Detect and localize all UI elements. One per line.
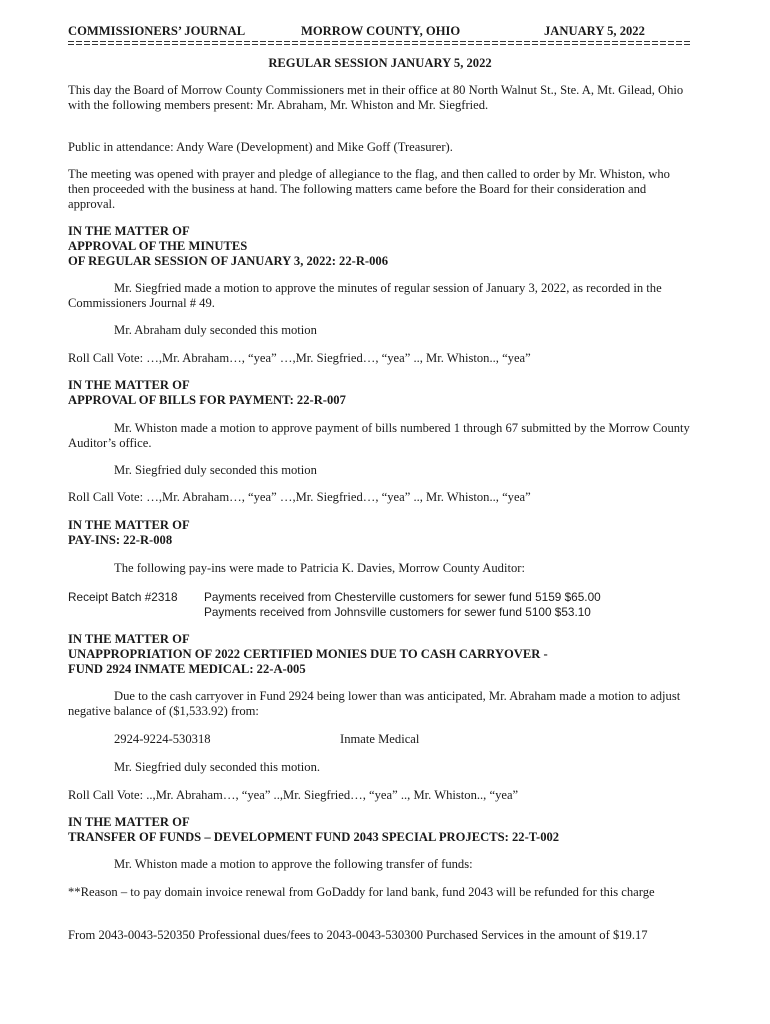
attendance-paragraph: Public in attendance: Andy Ware (Development) and Mike Goff (Treasurer). — [68, 140, 453, 154]
journal-name: COMMISSIONERS’ JOURNAL — [68, 24, 246, 38]
matter-heading-line: PAY-INS: 22-R-008 — [68, 533, 173, 547]
matter-heading-line: APPROVAL OF THE MINUTES — [68, 239, 248, 253]
header-double-rule — [68, 39, 692, 47]
receipt-batch-label: Receipt Batch #2318 — [68, 590, 178, 604]
second-paragraph: Mr. Siegfried duly seconded this motion. — [114, 760, 321, 774]
motion-paragraph: Due to the cash carryover in Fund 2924 being lower than was anticipated, Mr. Abraham made a motion to adjust negative balance of ($1,533.92) from: — [68, 689, 681, 718]
roll-call-vote: Roll Call Vote: …,Mr. Abraham…, “yea” …,Mr. Siegfried…, “yea” .., Mr. Whiston.., “yea” — [68, 490, 531, 504]
journal-date: JANUARY 5, 2022 — [544, 24, 645, 38]
matter-heading-line: TRANSFER OF FUNDS – DEVELOPMENT FUND 2043 SPECIAL PROJECTS: 22-T-002 — [68, 830, 560, 844]
matter-heading-line: IN THE MATTER OF — [68, 815, 190, 829]
opening-paragraph: The meeting was opened with prayer and pledge of allegiance to the flag, and then called to order by Mr. Whiston, who then proceeded with the business at hand. The following matters came before the Board for their consideration and approval. — [68, 167, 670, 211]
session-title: REGULAR SESSION JANUARY 5, 2022 — [268, 56, 492, 70]
second-paragraph: Mr. Abraham duly seconded this motion — [114, 323, 317, 337]
page-header — [68, 24, 692, 40]
matter-heading-line: IN THE MATTER OF — [68, 632, 190, 646]
county-name: MORROW COUNTY, OHIO — [301, 24, 461, 38]
matter-heading-line: FUND 2924 INMATE MEDICAL: 22-A-005 — [68, 662, 306, 676]
pay-ins-intro: The following pay-ins were made to Patricia K. Davies, Morrow County Auditor: — [114, 561, 525, 575]
matter-heading-line: UNAPPROPRIATION OF 2022 CERTIFIED MONIES DUE TO CASH CARRYOVER - — [68, 647, 548, 661]
matter-heading-minutes — [68, 224, 692, 269]
matter-heading-line: IN THE MATTER OF — [68, 378, 190, 392]
members-present-paragraph: This day the Board of Morrow County Commissioners met in their office at 80 North Walnut St., Ste. A, Mt. Gilead, Ohio with the following members present: Mr. Abraham, Mr. Whiston and Mr. Siegfried. — [68, 83, 684, 112]
motion-paragraph: Mr. Siegfried made a motion to approve the minutes of regular session of January 3, 2022, as recorded in the Commissioners Journal # 49. — [68, 281, 662, 310]
roll-call-vote: Roll Call Vote: ..,Mr. Abraham…, “yea” ..,Mr. Siegfried…, “yea” .., Mr. Whiston.., “yea” — [68, 788, 519, 802]
matter-heading-line: OF REGULAR SESSION OF JANUARY 3, 2022: 22-R-006 — [68, 254, 389, 268]
account-name: Inmate Medical — [340, 732, 420, 746]
matter-heading-pay-ins — [68, 518, 692, 548]
matter-heading-transfer — [68, 815, 692, 845]
matter-heading-line: APPROVAL OF BILLS FOR PAYMENT: 22-R-007 — [68, 393, 346, 407]
transfer-reason: **Reason – to pay domain invoice renewal from GoDaddy for land bank, fund 2043 will be refunded for this charge — [68, 885, 655, 899]
second-paragraph: Mr. Siegfried duly seconded this motion — [114, 463, 317, 477]
matter-heading-unappropriation — [68, 632, 692, 677]
matter-heading-bills — [68, 378, 692, 408]
roll-call-vote: Roll Call Vote: …,Mr. Abraham…, “yea” …,Mr. Siegfried…, “yea” .., Mr. Whiston.., “yea” — [68, 351, 531, 365]
motion-paragraph: Mr. Whiston made a motion to approve payment of bills numbered 1 through 67 submitted by the Morrow County Auditor’s office. — [68, 421, 690, 450]
transfer-details: From 2043-0043-520350 Professional dues/fees to 2043-0043-530300 Purchased Services in the amount of $19.17 — [68, 928, 648, 942]
motion-paragraph: Mr. Whiston made a motion to approve the following transfer of funds: — [114, 857, 473, 871]
account-number: 2924-9224-530318 — [114, 732, 211, 746]
receipt-line: Payments received from Chesterville customers for sewer fund 5159 $65.00 — [204, 590, 601, 604]
receipt-line: Payments received from Johnsville customers for sewer fund 5100 $53.10 — [204, 605, 591, 619]
matter-heading-line: IN THE MATTER OF — [68, 224, 190, 238]
matter-heading-line: IN THE MATTER OF — [68, 518, 190, 532]
